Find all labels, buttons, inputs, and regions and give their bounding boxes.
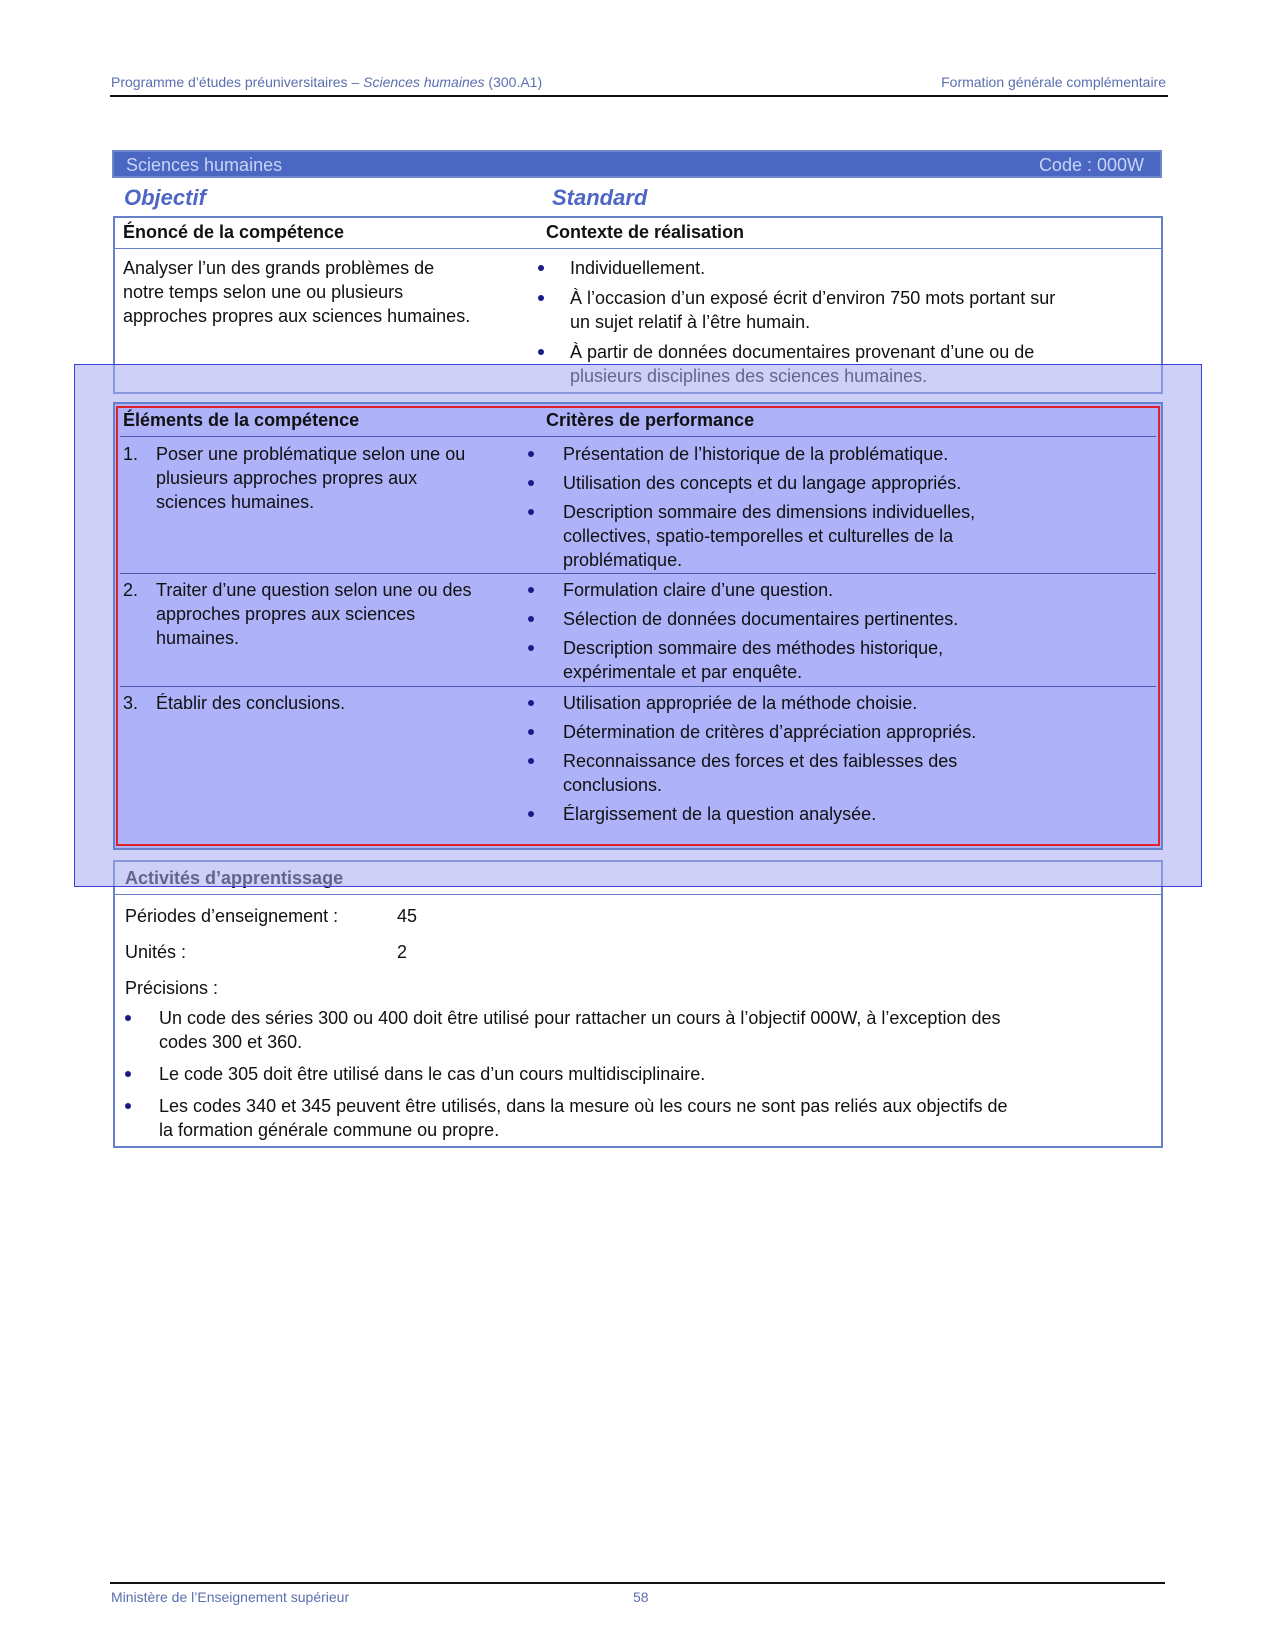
bullet-icon <box>538 265 544 271</box>
bullet-icon <box>528 480 534 486</box>
precision-item-line: la formation générale commune ou propre. <box>159 1120 500 1140</box>
page-number: 58 <box>633 1589 649 1605</box>
critere-item-line: Description sommaire des dimensions individuelles, <box>563 502 976 522</box>
contexte-header: Contexte de réalisation <box>546 222 745 242</box>
critere-item-line: Reconnaissance des forces et des faiblesses des <box>563 751 958 771</box>
enonce-line: notre temps selon une ou plusieurs <box>123 282 404 302</box>
enonce-line: approches propres aux sciences humaines. <box>123 306 471 326</box>
element-text <box>156 442 526 514</box>
element-line: Établir des conclusions. <box>156 693 346 713</box>
enonce-line: Analyser l’un des grands problèmes de <box>123 258 435 278</box>
footer-ministry: Ministère de l’Enseignement supérieur <box>111 1589 350 1605</box>
section1-header-divider <box>115 248 1161 249</box>
bullet-icon <box>528 811 534 817</box>
bullet-icon <box>528 729 534 735</box>
bullet-icon <box>528 700 534 706</box>
contexte-item-line: un sujet relatif à l’être humain. <box>570 312 811 332</box>
critere-item-line: Présentation de l’historique de la problématique. <box>563 444 949 464</box>
bullet-icon <box>528 616 534 622</box>
contexte-item-text <box>570 286 1055 334</box>
course-code: Code : 000W <box>1038 155 1144 175</box>
element-number: 3. <box>123 693 139 713</box>
element-line: plusieurs approches propres aux <box>156 468 418 488</box>
element-number: 1. <box>123 444 139 464</box>
elements-criteres-table <box>116 406 1160 846</box>
enonce-text <box>123 256 470 328</box>
critere-item-line: collectives, spatio-temporelles et culturelles de la <box>563 526 954 546</box>
critere-item-line: conclusions. <box>563 775 663 795</box>
enonce-header: Énoncé de la compétence <box>123 222 345 242</box>
precision-item-line: Un code des séries 300 ou 400 doit être utilisé pour rattacher un cours à l’objectif 000W, à l’exception des <box>159 1008 1001 1028</box>
precision-item-line: Le code 305 doit être utilisé dans le cas d’un cours multidisciplinaire. <box>159 1064 706 1084</box>
element-text <box>156 691 526 715</box>
section-activites <box>113 860 1163 1148</box>
bullet-icon <box>528 758 534 764</box>
course-title: Sciences humaines <box>126 155 283 175</box>
critere-item-line: problématique. <box>563 550 683 570</box>
critere-item-line: expérimentale et par enquête. <box>563 662 803 682</box>
unites-value: 2 <box>397 942 408 962</box>
critere-item-text <box>563 578 833 602</box>
bullet-icon <box>125 1071 131 1077</box>
running-header-left: Programme d’études préuniversitaires – Sciences humaines (300.A1) <box>111 74 543 90</box>
objectif-label: Objectif <box>124 185 206 210</box>
contexte-item-line: À l’occasion d’un exposé écrit d’environ 750 mots portant sur <box>570 288 1056 308</box>
critere-item-line: Utilisation des concepts et du langage appropriés. <box>563 473 962 493</box>
critere-item-text <box>563 802 876 826</box>
title-band <box>112 150 1162 178</box>
precisions-label: Précisions : <box>125 978 219 998</box>
element-line: Traiter d’une question selon une ou des <box>156 580 472 600</box>
elements-header: Éléments de la compétence <box>123 410 360 430</box>
critere-item-line: Formulation claire d’une question. <box>563 580 834 600</box>
element-line: Poser une problématique selon une ou <box>156 444 466 464</box>
critere-item-line: Utilisation appropriée de la méthode choisie. <box>563 693 918 713</box>
contexte-item-line: À partir de données documentaires provenant d’une ou de <box>570 342 1035 362</box>
bullet-icon <box>528 587 534 593</box>
critere-item-text <box>563 691 917 715</box>
element-line: humaines. <box>156 628 240 648</box>
contexte-item-line: Individuellement. <box>570 258 706 278</box>
contexte-item-text <box>570 256 705 280</box>
critere-item-text <box>563 607 958 631</box>
footer-divider <box>110 1582 1165 1584</box>
elements-rows <box>118 408 1158 844</box>
bullet-icon <box>538 295 544 301</box>
precision-item-line: codes 300 et 360. <box>159 1032 303 1052</box>
periodes-value: 45 <box>397 906 418 926</box>
precision-item-text <box>159 1062 705 1086</box>
element-number: 2. <box>123 580 139 600</box>
critere-item-line: Détermination de critères d’appréciation appropriés. <box>563 722 977 742</box>
critere-item-text <box>563 442 948 466</box>
bullet-icon <box>125 1103 131 1109</box>
unites-label: Unités : <box>125 942 187 962</box>
running-header <box>111 74 1166 92</box>
critere-item-text <box>563 500 975 572</box>
running-header-right: Formation générale complémentaire <box>941 74 1166 90</box>
critere-item-text <box>563 720 976 744</box>
critere-item-line: Élargissement de la question analysée. <box>563 804 877 824</box>
element-line: approches propres aux sciences <box>156 604 416 624</box>
critere-item-text <box>563 636 943 684</box>
precision-item-text <box>159 1006 1001 1054</box>
row-divider <box>120 573 1156 574</box>
bullet-icon <box>528 645 534 651</box>
bullet-icon <box>125 1015 131 1021</box>
standard-label: Standard <box>552 185 648 210</box>
periodes-label: Périodes d’enseignement : <box>125 906 339 926</box>
element-line: sciences humaines. <box>156 492 315 512</box>
bullet-icon <box>528 509 534 515</box>
critere-item-text <box>563 471 961 495</box>
section3-header-divider <box>115 894 1161 895</box>
precision-item-line: Les codes 340 et 345 peuvent être utilisés, dans la mesure où les cours ne sont pas reliés aux objectifs de <box>159 1096 1008 1116</box>
bullet-icon <box>528 451 534 457</box>
row-divider <box>120 686 1156 687</box>
element-text <box>156 578 526 650</box>
header-divider <box>110 95 1168 97</box>
critere-item-line: Description sommaire des méthodes historique, <box>563 638 944 658</box>
critere-item-line: Sélection de données documentaires pertinentes. <box>563 609 959 629</box>
critere-item-text <box>563 749 957 797</box>
precision-item-text <box>159 1094 1008 1142</box>
bullet-icon <box>538 349 544 355</box>
criteres-header: Critères de performance <box>546 410 755 430</box>
